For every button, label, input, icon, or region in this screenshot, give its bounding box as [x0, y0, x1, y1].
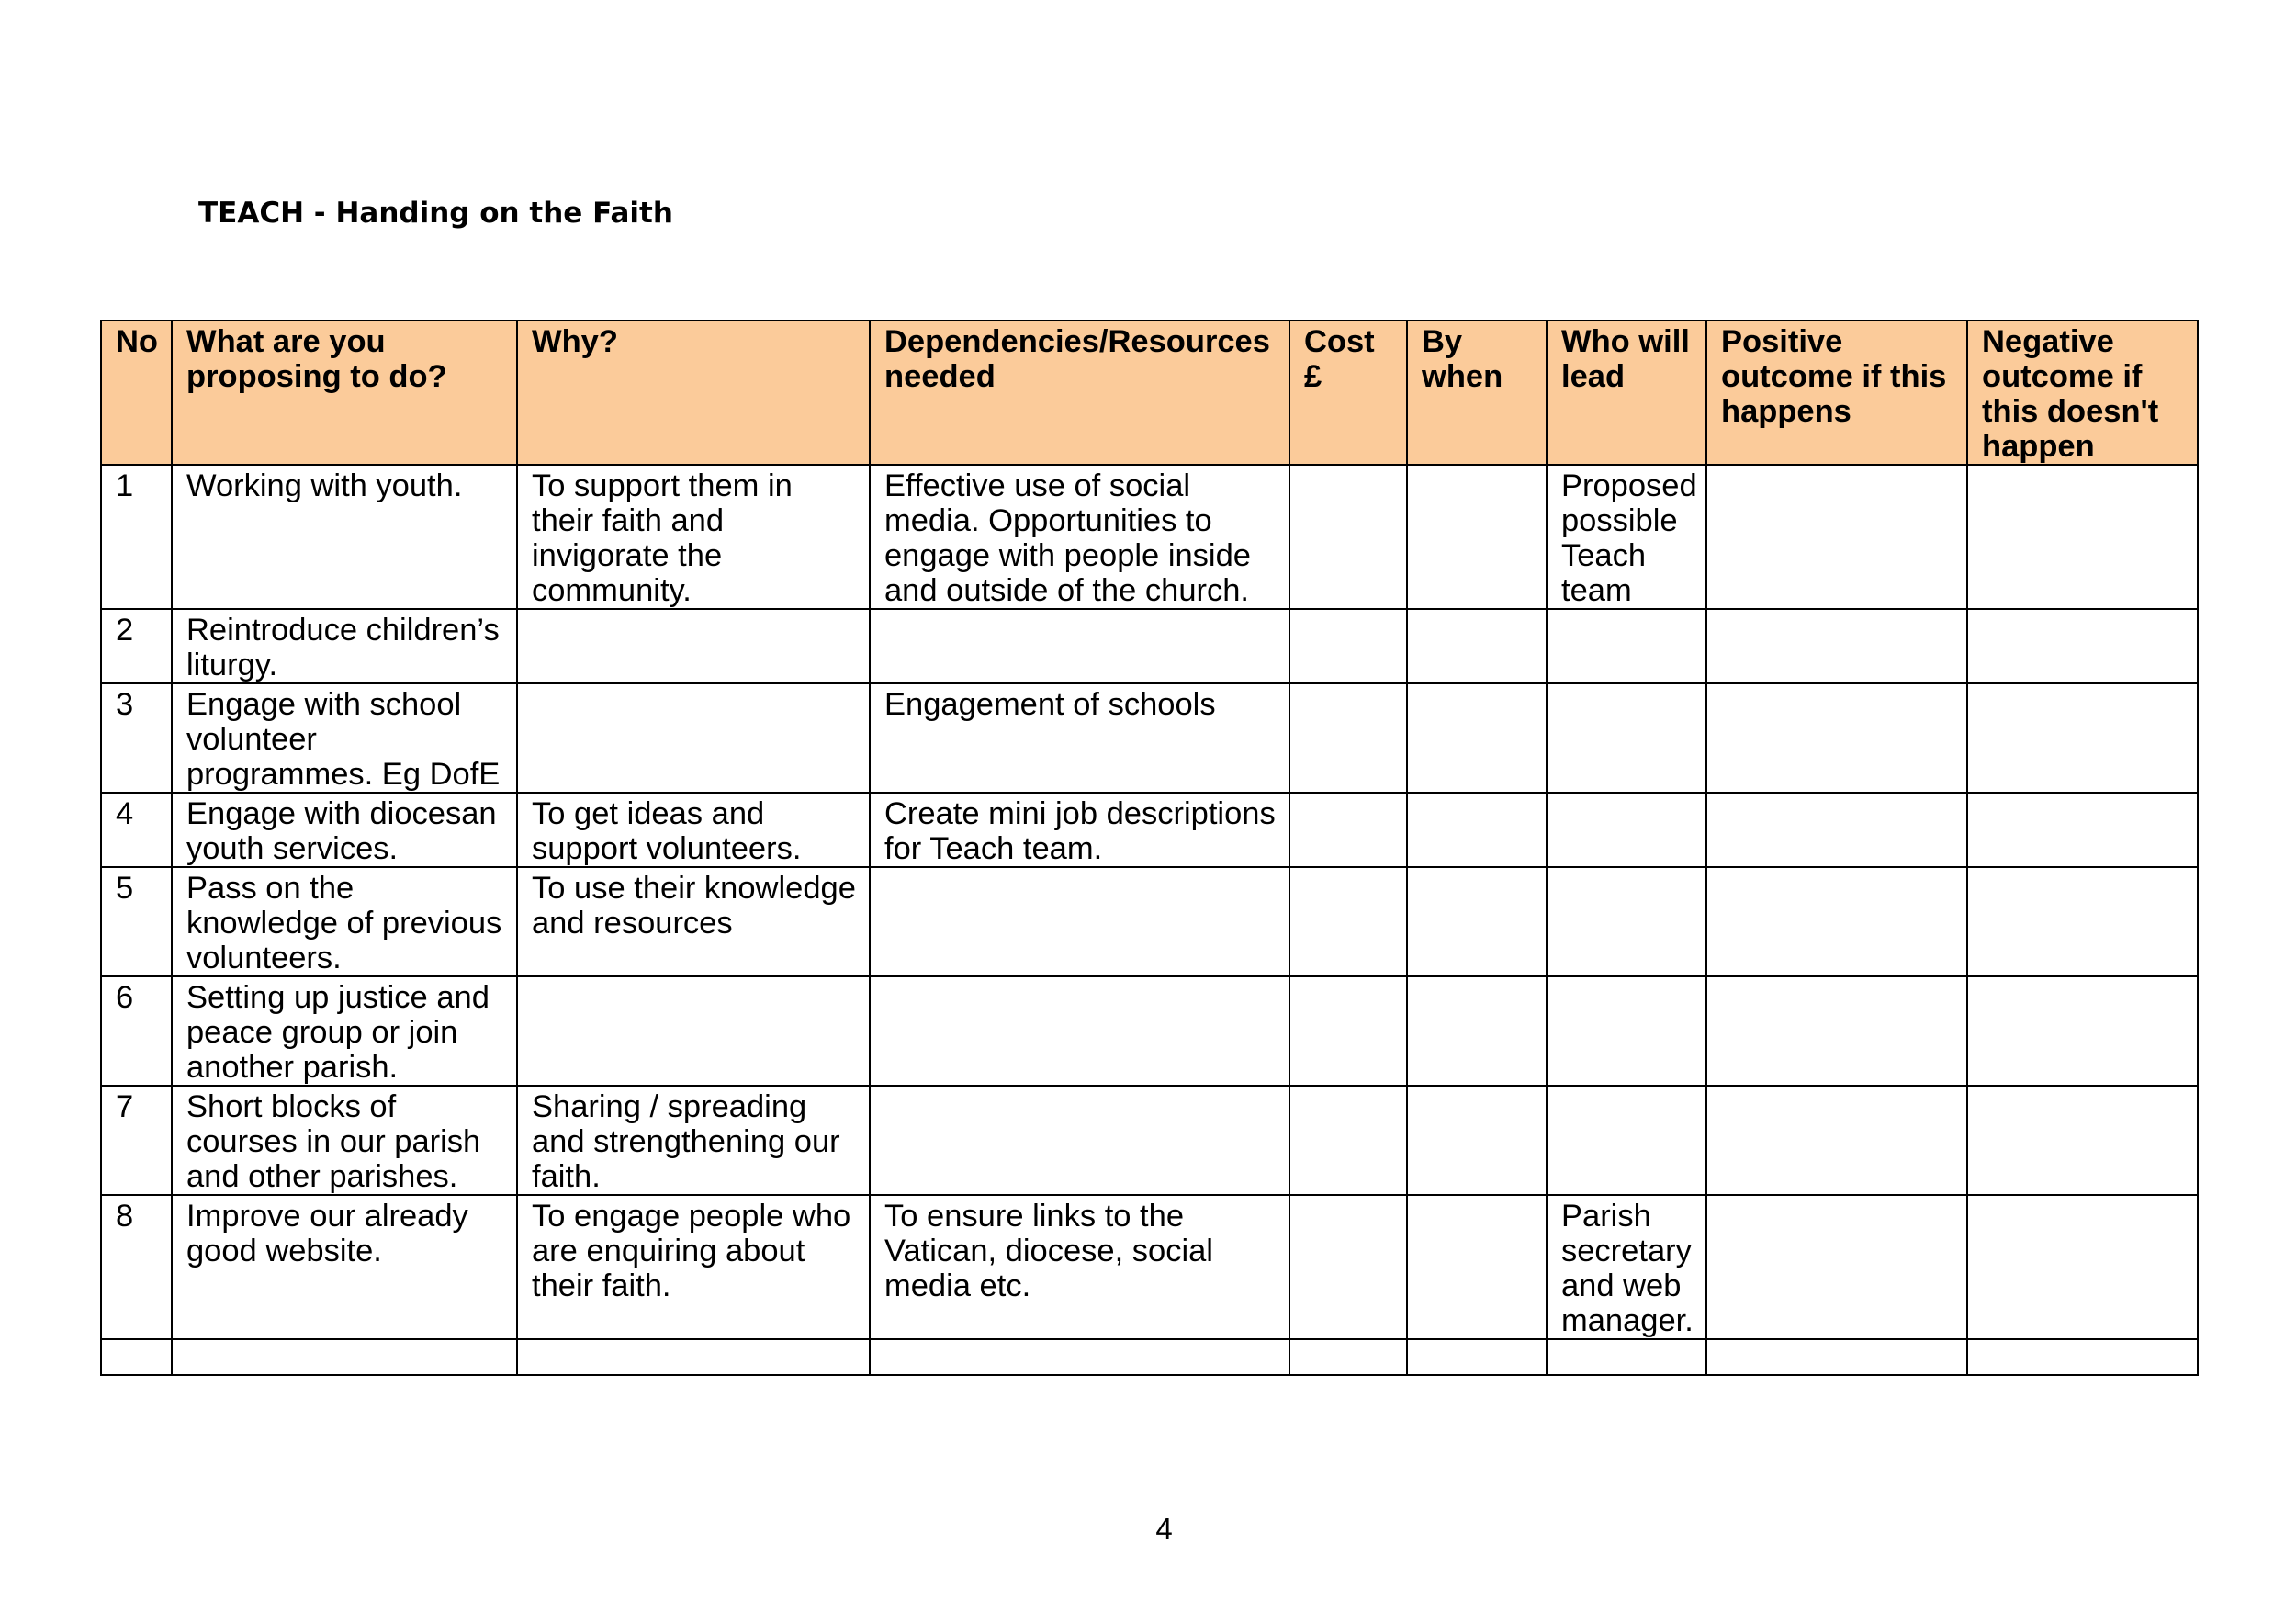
cell-dependencies [870, 1086, 1289, 1195]
cell-cost [1289, 793, 1407, 867]
cell-cost [1289, 609, 1407, 683]
cell-why: To use their knowledge and resources [517, 867, 870, 976]
cell-cost [1289, 1195, 1407, 1339]
table-header-row [101, 321, 2198, 465]
cell-why: To get ideas and support volunteers. [517, 793, 870, 867]
header-dependencies: Dependencies/Resources needed [870, 321, 1289, 465]
cell-what: Engage with school volunteer programmes. Eg DofE [172, 683, 517, 793]
cell-negative [1967, 465, 2198, 609]
cell-by-when [1407, 793, 1547, 867]
cell-why [517, 1339, 870, 1375]
cell-by-when [1407, 976, 1547, 1086]
header-no: No [101, 321, 172, 465]
cell-what: Improve our already good website. [172, 1195, 517, 1339]
cell-cost [1289, 465, 1407, 609]
cell-negative [1967, 1195, 2198, 1339]
cell-who [1547, 609, 1706, 683]
cell-positive [1706, 1195, 1967, 1339]
cell-who [1547, 793, 1706, 867]
cell-positive [1706, 867, 1967, 976]
table-row [101, 976, 2198, 1086]
cell-by-when [1407, 1195, 1547, 1339]
cell-dependencies [870, 867, 1289, 976]
cell-who [1547, 976, 1706, 1086]
cell-what: Setting up justice and peace group or join another parish. [172, 976, 517, 1086]
cell-negative [1967, 976, 2198, 1086]
header-positive: Positive outcome if this happens [1706, 321, 1967, 465]
header-what: What are you proposing to do? [172, 321, 517, 465]
cell-dependencies [870, 609, 1289, 683]
cell-by-when [1407, 1086, 1547, 1195]
cell-dependencies [870, 1339, 1289, 1375]
table-row [101, 867, 2198, 976]
cell-no: 2 [101, 609, 172, 683]
cell-positive [1706, 1086, 1967, 1195]
cell-positive [1706, 609, 1967, 683]
cell-cost [1289, 683, 1407, 793]
cell-what [172, 1339, 517, 1375]
cell-why: Sharing / spreading and strengthening our faith. [517, 1086, 870, 1195]
table-row [101, 609, 2198, 683]
cell-no: 8 [101, 1195, 172, 1339]
table-row [101, 465, 2198, 609]
cell-negative [1967, 683, 2198, 793]
cell-by-when [1407, 609, 1547, 683]
cell-positive [1706, 683, 1967, 793]
cell-no: 3 [101, 683, 172, 793]
cell-dependencies: Engagement of schools [870, 683, 1289, 793]
cell-positive [1706, 793, 1967, 867]
cell-what: Reintroduce children’s liturgy. [172, 609, 517, 683]
cell-why: To support them in their faith and invigorate the community. [517, 465, 870, 609]
cell-no: 5 [101, 867, 172, 976]
cell-negative [1967, 1339, 2198, 1375]
cell-cost [1289, 1339, 1407, 1375]
cell-who [1547, 1086, 1706, 1195]
cell-why [517, 609, 870, 683]
cell-who [1547, 867, 1706, 976]
page-title: TEACH - Handing on the Faith [198, 197, 673, 230]
cell-negative [1967, 867, 2198, 976]
cell-dependencies: To ensure links to the Vatican, diocese, social media etc. [870, 1195, 1289, 1339]
cell-by-when [1407, 683, 1547, 793]
cell-what: Working with youth. [172, 465, 517, 609]
cell-no: 7 [101, 1086, 172, 1195]
cell-positive [1706, 976, 1967, 1086]
cell-no: 1 [101, 465, 172, 609]
cell-by-when [1407, 1339, 1547, 1375]
cell-dependencies: Effective use of social media. Opportunities to engage with people inside and outside of the church. [870, 465, 1289, 609]
header-who: Who will lead [1547, 321, 1706, 465]
cell-no: 6 [101, 976, 172, 1086]
header-why: Why? [517, 321, 870, 465]
cell-who [1547, 1339, 1706, 1375]
cell-positive [1706, 465, 1967, 609]
header-cost: Cost £ [1289, 321, 1407, 465]
cell-what: Pass on the knowledge of previous volunteers. [172, 867, 517, 976]
cell-why: To engage people who are enquiring about their faith. [517, 1195, 870, 1339]
table-row [101, 683, 2198, 793]
table-row [101, 1086, 2198, 1195]
cell-cost [1289, 976, 1407, 1086]
table-row [101, 1339, 2198, 1375]
cell-what: Short blocks of courses in our parish and other parishes. [172, 1086, 517, 1195]
cell-by-when [1407, 465, 1547, 609]
cell-why [517, 683, 870, 793]
cell-negative [1967, 609, 2198, 683]
cell-negative [1967, 1086, 2198, 1195]
cell-positive [1706, 1339, 1967, 1375]
cell-negative [1967, 793, 2198, 867]
table-row [101, 1195, 2198, 1339]
header-by-when: By when [1407, 321, 1547, 465]
cell-dependencies: Create mini job descriptions for Teach team. [870, 793, 1289, 867]
cell-by-when [1407, 867, 1547, 976]
cell-what: Engage with diocesan youth services. [172, 793, 517, 867]
cell-cost [1289, 867, 1407, 976]
header-negative: Negative outcome if this doesn't happen [1967, 321, 2198, 465]
cell-why [517, 976, 870, 1086]
cell-who: Proposed possible Teach team [1547, 465, 1706, 609]
cell-cost [1289, 1086, 1407, 1195]
page-number: 4 [1155, 1512, 1173, 1546]
cell-who [1547, 683, 1706, 793]
cell-dependencies [870, 976, 1289, 1086]
cell-no [101, 1339, 172, 1375]
table-row [101, 793, 2198, 867]
action-plan-table [100, 320, 2199, 1376]
cell-who: Parish secretary and web manager. [1547, 1195, 1706, 1339]
cell-no: 4 [101, 793, 172, 867]
